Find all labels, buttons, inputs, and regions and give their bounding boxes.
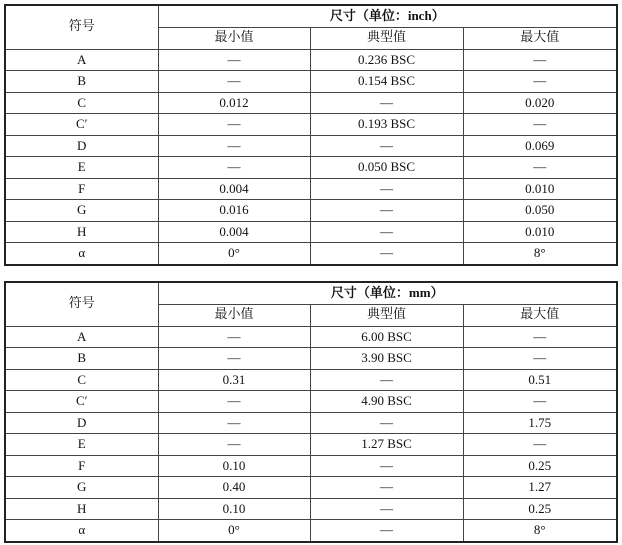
cell-max: 0.51 [463,369,617,391]
cell-symbol: C′ [5,114,158,136]
cell-min: — [158,157,310,179]
table-row [5,178,617,200]
cell-symbol: D [5,135,158,157]
table-row [5,455,617,477]
cell-min: 0.016 [158,200,310,222]
table-row [5,243,617,265]
cell-typ: 0.193 BSC [310,114,463,136]
cell-symbol: α [5,243,158,265]
cell-min: — [158,434,310,456]
cell-min: — [158,391,310,413]
cell-symbol: C [5,369,158,391]
cell-max: 8° [463,243,617,265]
cell-max: 0.020 [463,92,617,114]
cell-typ: 0.050 BSC [310,157,463,179]
cell-min: 0.31 [158,369,310,391]
cell-min: — [158,71,310,93]
cell-max: 8° [463,520,617,542]
cell-symbol: A [5,49,158,71]
cell-typ: — [310,455,463,477]
group-header-prefix: 尺寸（单位： [329,9,408,24]
cell-typ: — [310,178,463,200]
table-row [5,221,617,243]
column-header-typ: 典型值 [310,305,463,327]
cell-symbol: H [5,221,158,243]
table-row [5,200,617,222]
cell-typ: — [310,92,463,114]
cell-typ: — [310,498,463,520]
dimension-table-inch [4,4,616,266]
table-row [5,71,617,93]
table-row [5,92,617,114]
table-body [5,49,617,265]
column-header-max: 最大值 [463,305,617,327]
cell-max: 0.050 [463,200,617,222]
cell-symbol: E [5,434,158,456]
table-row [5,477,617,499]
cell-typ: 0.154 BSC [310,71,463,93]
cell-typ: — [310,243,463,265]
cell-typ: — [310,412,463,434]
cell-min: — [158,348,310,370]
cell-typ: 1.27 BSC [310,434,463,456]
cell-min: — [158,412,310,434]
cell-typ: 6.00 BSC [310,326,463,348]
cell-typ: 0.236 BSC [310,49,463,71]
group-header-suffix: ） [430,286,444,301]
cell-symbol: α [5,520,158,542]
cell-symbol: B [5,71,158,93]
cell-min: 0.10 [158,455,310,477]
table-row [5,348,617,370]
cell-typ: 4.90 BSC [310,391,463,413]
cell-min: — [158,114,310,136]
cell-min: 0.40 [158,477,310,499]
cell-symbol: G [5,477,158,499]
cell-symbol: F [5,455,158,477]
cell-max: 0.25 [463,455,617,477]
table-row [5,412,617,434]
cell-typ: — [310,369,463,391]
table-row [5,369,617,391]
column-header-min: 最小值 [158,305,310,327]
cell-min: 0.004 [158,178,310,200]
table-row [5,391,617,413]
group-header-unit: inch [407,8,432,23]
cell-max: — [463,326,617,348]
dimension-group-header [158,5,617,28]
cell-max: — [463,157,617,179]
table-body [5,326,617,542]
cell-min: 0.004 [158,221,310,243]
table-mm [4,281,618,543]
cell-min: 0.012 [158,92,310,114]
cell-typ: 3.90 BSC [310,348,463,370]
cell-symbol: G [5,200,158,222]
cell-max: 0.010 [463,178,617,200]
table-row [5,135,617,157]
cell-min: — [158,49,310,71]
table-row [5,114,617,136]
cell-min: 0° [158,243,310,265]
cell-max: — [463,71,617,93]
table-row [5,434,617,456]
cell-max: — [463,391,617,413]
cell-max: — [463,348,617,370]
cell-typ: — [310,477,463,499]
dimension-table-mm [4,281,616,543]
group-header-suffix: ） [431,9,445,24]
table-row [5,326,617,348]
cell-min: — [158,135,310,157]
cell-typ: — [310,520,463,542]
cell-symbol: C [5,92,158,114]
symbol-header: 符号 [5,282,158,326]
cell-symbol: F [5,178,158,200]
table-row [5,520,617,542]
group-header-unit: mm [408,285,431,300]
table-row [5,498,617,520]
table-inch [4,4,618,266]
dimension-group-header [158,282,617,305]
cell-max: 0.069 [463,135,617,157]
cell-max: 1.75 [463,412,617,434]
column-header-typ: 典型值 [310,28,463,50]
cell-max: — [463,114,617,136]
cell-symbol: E [5,157,158,179]
symbol-header: 符号 [5,5,158,49]
cell-max: 1.27 [463,477,617,499]
cell-symbol: A [5,326,158,348]
cell-typ: — [310,221,463,243]
cell-symbol: D [5,412,158,434]
cell-max: 0.25 [463,498,617,520]
cell-max: — [463,49,617,71]
cell-min: 0° [158,520,310,542]
cell-typ: — [310,200,463,222]
cell-typ: — [310,135,463,157]
column-header-max: 最大值 [463,28,617,50]
cell-min: — [158,326,310,348]
cell-max: — [463,434,617,456]
column-header-min: 最小值 [158,28,310,50]
cell-min: 0.10 [158,498,310,520]
cell-symbol: C′ [5,391,158,413]
table-row [5,49,617,71]
table-row [5,157,617,179]
group-header-prefix: 尺寸（单位： [330,286,409,301]
cell-symbol: B [5,348,158,370]
cell-symbol: H [5,498,158,520]
cell-max: 0.010 [463,221,617,243]
